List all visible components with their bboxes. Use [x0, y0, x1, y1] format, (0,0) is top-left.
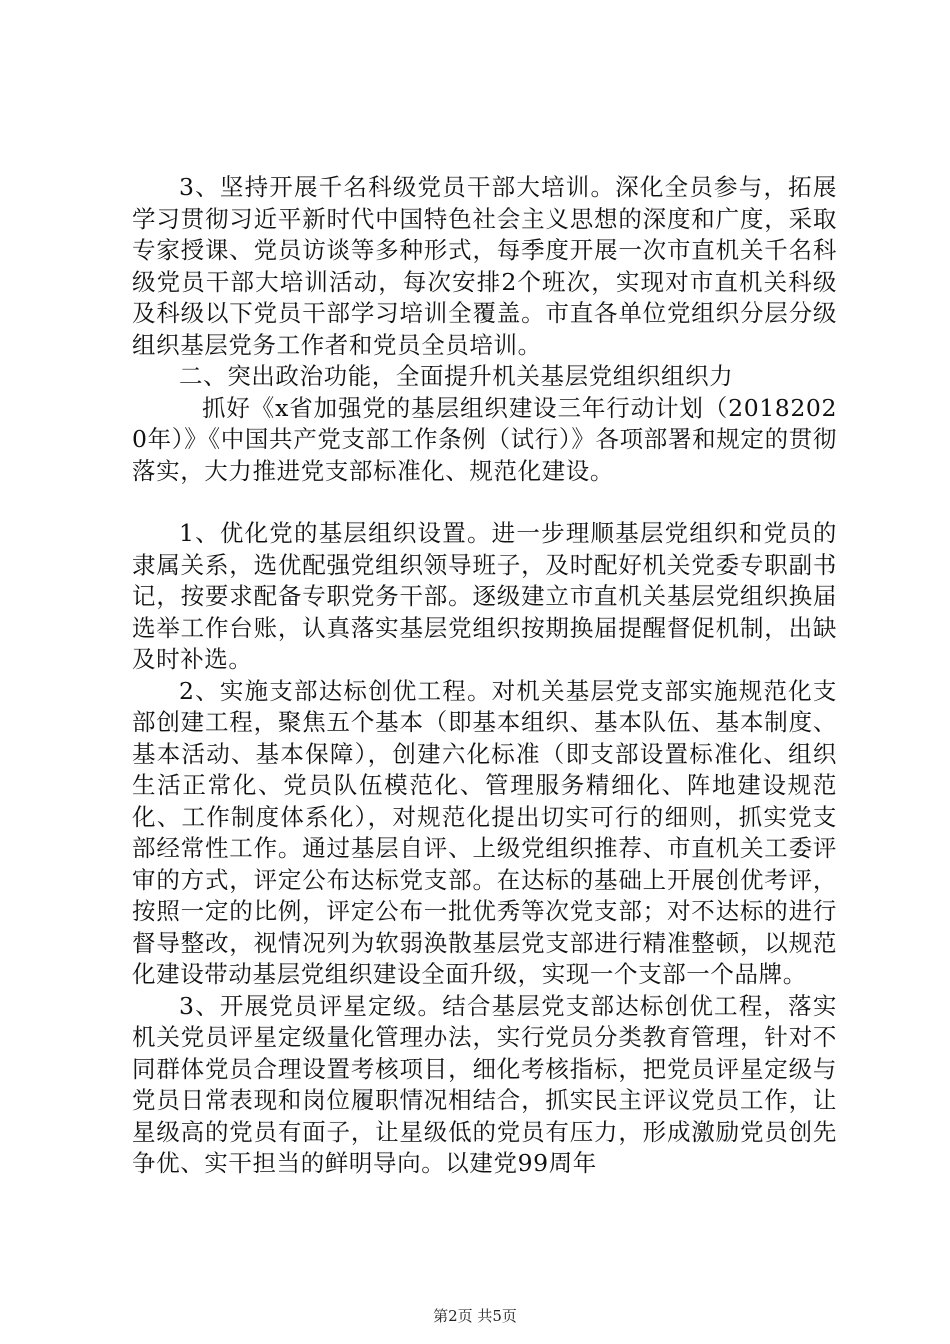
paragraph-training: 3、坚持开展千名科级党员干部大培训。深化全员参与，拓展学习贯彻习近平新时代中国特色社会主义思想的深度和广度，采取专家授课、党员访谈等多种形式，每季度开展一次市直机关千名科级党员干部大培训活动，每次安排2个班次，实现对市直机关科级及科级以下党员干部学习培训全覆盖。市直各单位党组织分层分级组织基层党务工作者和党员全员培训。: [132, 173, 837, 359]
paragraph-star-rating: 3、开展党员评星定级。结合基层党支部达标创优工程，落实机关党员评星定级量化管理办法，实行党员分类教育管理，针对不同群体党员合理设置考核项目，细化考核指标，把党员评星定级与党员日常表现和岗位履职情况相结合，抓实民主评议党员工作，让星级高的党员有面子，让星级低的党员有压力，形成激励党员创先争优、实干担当的鲜明导向。以建党99周年: [132, 991, 837, 1177]
document-body: [132, 172, 837, 1180]
paragraph-optimize-organization: 1、优化党的基层组织设置。进一步理顺基层党组织和党员的隶属关系，选优配强党组织领导班子，及时配好机关党委专职副书记，按要求配备专职党务干部。逐级建立市直机关基层党组织换届选举工作台账，认真落实基层党组织按期换届提醒督促机制，出缺及时补选。: [132, 519, 837, 673]
section-heading-political-function: 二、突出政治功能，全面提升机关基层党组织组织力: [179, 362, 734, 390]
page-number-footer: 第2页 共5页: [433, 1307, 517, 1325]
paragraph-branch-standards: 2、实施支部达标创优工程。对机关基层党支部实施规范化支部创建工程，聚焦五个基本（即基本组织、基本队伍、基本制度、基本活动、基本保障），创建六化标准（即支部设置标准化、组织生活正常化、党员队伍模范化、管理服务精细化、阵地建设规范化、工作制度体系化），对规范化提出切实可行的细则，抓实党支部经常性工作。通过基层自评、上级党组织推荐、市直机关工委评审的方式，评定公布达标党支部。在达标的基础上开展创优考评，按照一定的比例，评定公布一批优秀等次党支部；对不达标的进行督导整改，视情况列为软弱涣散基层党支部进行精准整顿，以规范化建设带动基层党组织建设全面升级，实现一个支部一个品牌。: [132, 676, 837, 988]
paragraph-action-plan: 抓好《x省加强党的基层组织建设三年行动计划（20182020年）》《中国共产党支部工作条例（试行）》各项部署和规定的贯彻落实，大力推进党支部标准化、规范化建设。: [132, 393, 837, 485]
